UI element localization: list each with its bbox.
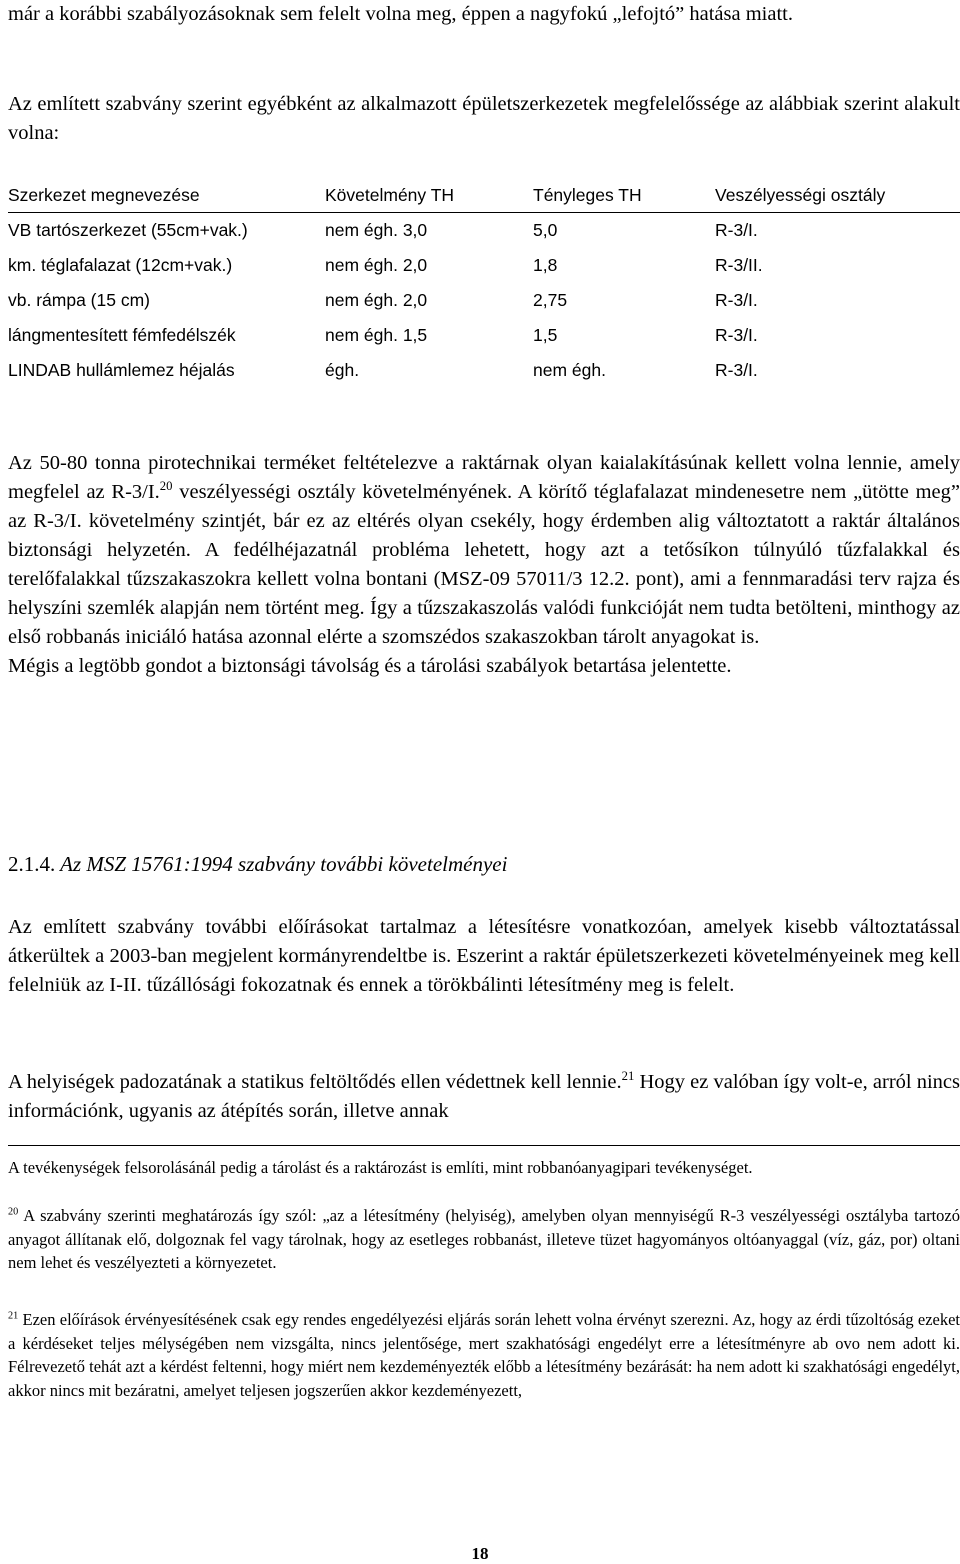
cell-required: nem égh. 2,0 bbox=[325, 255, 428, 275]
footnote-21-text: Ezen előírások érvényesítésének csak egy rendes engedélyezési eljárás során lehett volna érvényt szerezni. Az, hogy az érdi tűzoltóság ezeket a kérdéseket teljes mélységében nem vizsgálta, nincs jelentősége, mert szakhatósági engedélyt erre a létesítményre ab ovo nem adott ki. Félrevezető tehát azt a kérdést feltenni, hogy miért nem kezdeményezték előbb a létesítmény bezárását: ha nem adott ki szakhatósági engedélyt, akkor nincs mit bezáratni, amelyet teljesen jogszerűen akkor kezdeményezett, bbox=[8, 1310, 960, 1401]
analysis-paragraph bbox=[8, 449, 960, 681]
table-row bbox=[8, 353, 960, 388]
cell-required: nem égh. 3,0 bbox=[325, 220, 428, 240]
section-title: Az MSZ 15761:1994 szabvány további követelményei bbox=[60, 852, 508, 876]
analysis-text-2: veszélyességi osztály követelményének. A körítő téglafalazat mindenesetre nem „ütötte meg” az R-3/I. követelmény szintjét, bár ez az eltérés olyan csekély, hogy érdemben alig változtatott a raktár általános biztonsági helyzetén. A fedélhéjazatnál probléma lehetett, hogy azt a tetősíkon túlnyúló tűzfalakkal és terelőfalakkal tűzszakaszokra kellett volna bontani (MSZ-09 57011/3 12.2. pont), ami a fennmaradási terv rajza és helyszíni szemlék alapján nem történt meg. Így a tűzszakaszolás valódi funkcióját nem tudta betölteni, minthogy az első robbanás iniciáló hatása azonnal elérte a szomszédos szakaszokban tárolt anyagokat is. bbox=[8, 481, 960, 648]
table-row bbox=[8, 248, 960, 283]
table-row bbox=[8, 213, 960, 249]
footnote-continuation: A tevékenységek felsorolásánál pedig a tárolást és a raktározást is említi, mint robbanóanyagipari tevékenységet. bbox=[8, 1158, 753, 1177]
cell-structure: LINDAB hullámlemez héjalás bbox=[8, 360, 235, 380]
structure-requirements-table bbox=[8, 178, 960, 388]
cell-class: R-3/II. bbox=[715, 255, 763, 275]
section-number: 2.1.4. bbox=[8, 852, 56, 876]
cell-class: R-3/I. bbox=[715, 220, 758, 240]
floor-text-2: Hogy ez valóban így volt-e, arról nincs információnk, ugyanis az átépítés során, illetve annak bbox=[8, 1071, 960, 1122]
header-structure-name: Szerkezet megnevezése bbox=[8, 178, 325, 213]
table-row bbox=[8, 283, 960, 318]
header-actual-th: Tényleges TH bbox=[533, 178, 715, 213]
footnote-21-number: 21 bbox=[8, 1310, 19, 1322]
footnote-20-text: A szabvány szerinti meghatározás így szól: „az a létesítmény (helyiség), amelyben olyan mennyiségű R-3 veszélyességi osztályba tartozó anyagot állítanak elő, dolgoznak fel vagy tárolnak, hogy az esetleges robbanást, illeteve tüzet hagyományos oltóanyaggal (víz, gáz, por) oltani nem lehet és veszélyezteti a környezetet. bbox=[8, 1206, 960, 1273]
table-header-row bbox=[8, 178, 960, 213]
cell-actual: 1,5 bbox=[533, 325, 558, 345]
footnote-20-number: 20 bbox=[8, 1206, 19, 1218]
cell-class: R-3/I. bbox=[715, 325, 758, 345]
cell-class: R-3/I. bbox=[715, 360, 758, 380]
footnote-21 bbox=[8, 1308, 960, 1403]
page-number: 18 bbox=[471, 1544, 489, 1563]
header-hazard-class: Veszélyességi osztály bbox=[715, 178, 960, 213]
cell-required: nem égh. 1,5 bbox=[325, 325, 428, 345]
standard-paragraph: Az említett szabvány szerint egyébként az alkalmazott épületszerkezetek megfelelőssége az alábbiak szerint alakult volna: bbox=[8, 93, 960, 144]
footnote-separator bbox=[8, 1145, 960, 1146]
cell-actual: 2,75 bbox=[533, 290, 568, 310]
cell-required: nem égh. 2,0 bbox=[325, 290, 428, 310]
cell-class: R-3/I. bbox=[715, 290, 758, 310]
analysis-text-3: Mégis a legtöbb gondot a biztonsági távolság és a tárolási szabályok betartása jelentette. bbox=[8, 655, 732, 677]
intro-paragraph: már a korábbi szabályozásoknak sem felelt volna meg, éppen a nagyfokú „lefojtó” hatása miatt. bbox=[8, 3, 793, 25]
cell-actual: 1,8 bbox=[533, 255, 558, 275]
cell-structure: lángmentesített fémfedélszék bbox=[8, 325, 236, 345]
cell-structure: vb. rámpa (15 cm) bbox=[8, 290, 150, 310]
section-heading bbox=[8, 852, 507, 877]
cell-actual: 5,0 bbox=[533, 220, 558, 240]
header-required-th: Követelmény TH bbox=[325, 178, 533, 213]
cell-structure: VB tartószerkezet (55cm+vak.) bbox=[8, 220, 248, 240]
section-paragraph: Az említett szabvány további előírásokat tartalmaz a létesítésre vonatkozóan, amelyek kisebb változtatással átkerültek a 2003-ban megjelent kormányrendeltbe is. Eszerint a raktár épületszerkezeti követelményeinek meg kell felelniük az I-II. tűzállósági fokozatnak és ennek a törökbálinti létesítmény meg is felelt. bbox=[8, 916, 960, 996]
footnote-ref-21: 21 bbox=[621, 1069, 635, 1084]
cell-structure: km. téglafalazat (12cm+vak.) bbox=[8, 255, 233, 275]
floor-paragraph bbox=[8, 1068, 960, 1126]
cell-actual: nem égh. bbox=[533, 360, 606, 380]
cell-required: égh. bbox=[325, 360, 360, 380]
analysis-text-1: Az 50-80 tonna pirotechnikai terméket feltételezve a raktárnak olyan kaialakításúnak kellett volna lennie, amely megfelel az R-3/I. bbox=[8, 452, 960, 503]
footnote-20 bbox=[8, 1204, 960, 1275]
table-row bbox=[8, 318, 960, 353]
floor-text-1: A helyiségek padozatának a statikus feltöltődés ellen védettnek kell lennie. bbox=[8, 1071, 622, 1093]
footnote-ref-20: 20 bbox=[159, 479, 173, 494]
